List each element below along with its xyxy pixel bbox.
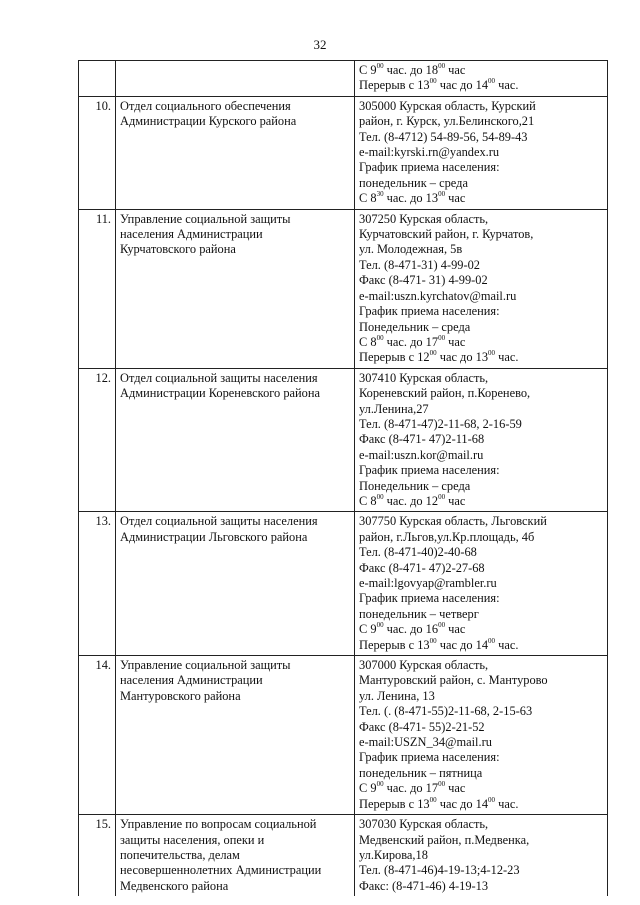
- contact-info-cell: [355, 96, 608, 209]
- row-number-cell: [79, 656, 116, 815]
- contact-info-line: Тел. (8-4712) 54-89-56, 54-89-43: [359, 129, 528, 144]
- break-sup: 00: [429, 349, 437, 358]
- row-number-cell: [79, 512, 116, 656]
- break-sup: 00: [488, 636, 496, 645]
- table-row: [79, 512, 608, 656]
- contact-info-line: e-mail:kyrski.rn@yandex.ru: [359, 145, 500, 160]
- break-line: [359, 350, 603, 365]
- contact-info-line: Факс (8-471- 55)2-21-52: [359, 719, 485, 734]
- org-name-line: Администрации Курского района: [120, 114, 297, 129]
- org-name-line: Управление по вопросам социальной: [120, 817, 317, 832]
- contact-info-line: Курчатовский район, г. Курчатов,: [359, 227, 534, 242]
- contact-info-line: Факс: (8-471-46) 4-19-13: [359, 878, 489, 893]
- org-name-line: Отдел социальной защиты населения: [120, 370, 318, 385]
- contact-info-line: Понедельник – среда: [359, 319, 471, 334]
- hours-text: час. до 17: [383, 781, 439, 796]
- hours-text: час: [445, 191, 466, 206]
- contact-info-line: Факс (8-471- 47)2-27-68: [359, 560, 485, 575]
- contact-info-line: понедельник – среда: [359, 175, 468, 190]
- break-text: час.: [495, 78, 519, 93]
- hours-line: [359, 622, 603, 637]
- contact-info-line: Кореневский район, п.Коренево,: [359, 386, 531, 401]
- contact-info-line: ул. Молодежная, 5в: [359, 242, 463, 257]
- break-sup: 00: [429, 636, 437, 645]
- contact-info-line: 307030 Курская область,: [359, 817, 489, 832]
- hours-text: С 8: [359, 191, 377, 206]
- row-number: 14.: [95, 658, 111, 673]
- org-cell: [116, 656, 355, 815]
- contact-info-line: Медвенский район, п.Медвенка,: [359, 832, 530, 847]
- row-number: 15.: [95, 817, 111, 832]
- hours-line: [359, 781, 603, 796]
- contact-info-line: График приема населения:: [359, 463, 500, 478]
- hours-text: час: [445, 622, 466, 637]
- org-cell: [116, 512, 355, 656]
- hours-text: час. до 17: [383, 334, 439, 349]
- row-number: 11.: [95, 211, 111, 226]
- org-name-line: Отдел социального обеспечения: [120, 98, 291, 113]
- contact-info-line: ул.Ленина,27: [359, 401, 429, 416]
- hours-sup: 00: [376, 62, 384, 70]
- contact-info-cell: [355, 209, 608, 368]
- contact-info-cell: [355, 512, 608, 656]
- contact-info-line: График приема населения:: [359, 160, 500, 175]
- contact-info-line: понедельник – пятница: [359, 765, 483, 780]
- break-text: час до 14: [436, 796, 489, 811]
- hours-sup: 00: [438, 333, 446, 342]
- break-line: [359, 638, 603, 653]
- row-number: 10.: [95, 98, 111, 113]
- table-row-continued: [79, 61, 608, 97]
- hours-text: С 9: [359, 622, 377, 637]
- contacts-table-body: [79, 61, 608, 897]
- hours-sup: 30: [376, 190, 384, 199]
- break-text: час.: [495, 637, 519, 652]
- org-name-line: попечительства, делам: [120, 847, 240, 862]
- contact-info-cell: [355, 61, 608, 97]
- row-number-cell: [79, 96, 116, 209]
- break-sup: 00: [488, 349, 496, 358]
- contact-info-line: район, г.Льгов,ул.Кр.площадь, 4б: [359, 529, 535, 544]
- hours-sup: 00: [438, 780, 446, 789]
- org-name-line: населения Администрации: [120, 673, 263, 688]
- contact-info-line: район, г. Курск, ул.Белинского,21: [359, 114, 535, 129]
- break-text: час.: [495, 350, 519, 365]
- table-row: [79, 368, 608, 512]
- hours-text: час: [445, 63, 466, 77]
- contact-info-line: Мантуровский район, с. Мантурово: [359, 673, 548, 688]
- hours-text: час. до 18: [383, 63, 439, 77]
- org-cell: [116, 368, 355, 512]
- contact-info-line: e-mail:lgovyap@rambler.ru: [359, 576, 497, 590]
- org-cell: [116, 815, 355, 897]
- org-name-line: Управление социальной защиты: [120, 658, 291, 673]
- org-cell: [116, 209, 355, 368]
- contact-info-cell: [355, 656, 608, 815]
- contact-info-line: Тел. (8-471-47)2-11-68, 2-16-59: [359, 416, 522, 431]
- contact-info-line: Тел. (. (8-471-55)2-11-68, 2-15-63: [359, 704, 533, 719]
- org-name-line: Курчатовского района: [120, 242, 236, 257]
- table-row: [79, 656, 608, 815]
- row-number: 12.: [95, 370, 111, 385]
- org-name-line: Медвенского района: [120, 878, 229, 893]
- hours-sup: 00: [376, 492, 384, 501]
- hours-text: час: [445, 493, 466, 508]
- contact-info-line: ул. Ленина, 13: [359, 688, 435, 703]
- hours-line: [359, 494, 603, 509]
- org-name-line: населения Администрации: [120, 227, 263, 242]
- break-text: Перерыв с 13: [359, 78, 430, 93]
- break-sup: 00: [488, 795, 496, 804]
- contact-info-line: 307000 Курская область,: [359, 658, 489, 673]
- contact-info-line: Понедельник – среда: [359, 478, 471, 493]
- hours-line: [359, 63, 603, 78]
- table-row: [79, 209, 608, 368]
- org-name-line: Отдел социальной защиты населения: [120, 514, 318, 529]
- hours-sup: 00: [438, 621, 446, 630]
- contact-info-line: 307750 Курская область, Льговский: [359, 514, 547, 529]
- contact-info-line: e-mail:uszn.kor@mail.ru: [359, 447, 484, 462]
- break-sup: 00: [429, 77, 437, 86]
- hours-sup: 00: [376, 780, 384, 789]
- row-number-cell: [79, 815, 116, 897]
- hours-line: [359, 191, 603, 206]
- hours-text: С 8: [359, 493, 377, 508]
- contact-info-line: Тел. (8-471-40)2-40-68: [359, 545, 477, 560]
- contact-info-line: 307250 Курская область,: [359, 211, 489, 226]
- org-name-line: Администрации Льговского района: [120, 529, 308, 544]
- contact-info-line: Тел. (8-471-46)4-19-13;4-12-23: [359, 863, 520, 878]
- row-number-cell: [79, 61, 116, 97]
- break-text: Перерыв с 13: [359, 796, 430, 811]
- org-name-line: несовершеннолетних Администрации: [120, 863, 322, 878]
- org-cell: [116, 61, 355, 97]
- break-line: [359, 797, 603, 812]
- break-text: Перерыв с 13: [359, 637, 430, 652]
- contact-info-line: Тел. (8-471-31) 4-99-02: [359, 257, 480, 272]
- hours-text: час. до 13: [383, 191, 439, 206]
- row-number-cell: [79, 368, 116, 512]
- contact-info-line: 305000 Курская область, Курский: [359, 98, 536, 113]
- break-text: час до 14: [436, 637, 489, 652]
- org-name-line: Управление социальной защиты: [120, 211, 291, 226]
- page-number: 32: [313, 37, 327, 52]
- hours-sup: 00: [438, 62, 446, 70]
- contact-info-cell: [355, 368, 608, 512]
- org-cell: [116, 96, 355, 209]
- contact-info-line: График приема населения:: [359, 750, 500, 765]
- contact-info-line: 307410 Курская область,: [359, 370, 489, 385]
- break-sup: 00: [429, 795, 437, 804]
- contact-info-line: e-mail:USZN_34@mail.ru: [359, 735, 492, 750]
- hours-line: [359, 335, 603, 350]
- contacts-table: [78, 60, 608, 896]
- hours-sup: 00: [438, 492, 446, 501]
- hours-text: час: [445, 781, 466, 796]
- contact-info-line: График приема населения:: [359, 304, 500, 319]
- row-number: 13.: [95, 514, 111, 529]
- break-text: час до 13: [436, 350, 489, 365]
- hours-sup: 00: [376, 333, 384, 342]
- row-number-cell: [79, 209, 116, 368]
- org-name-line: Мантуровского района: [120, 688, 241, 703]
- table-row: [79, 96, 608, 209]
- hours-text: час. до 16: [383, 622, 439, 637]
- break-line: [359, 78, 603, 93]
- contact-info-line: Факс (8-471- 47)2-11-68: [359, 432, 485, 447]
- contact-info-line: ул.Кирова,18: [359, 847, 428, 862]
- contact-info-line: График приема населения:: [359, 591, 500, 606]
- break-text: Перерыв с 12: [359, 350, 430, 365]
- table-row: [79, 815, 608, 897]
- break-text: час до 14: [436, 78, 489, 93]
- hours-text: С 8: [359, 334, 377, 349]
- hours-text: С 9: [359, 781, 377, 796]
- hours-sup: 00: [376, 621, 384, 630]
- contact-info-line: Факс (8-471- 31) 4-99-02: [359, 273, 488, 288]
- org-name-line: защиты населения, опеки и: [120, 832, 265, 847]
- hours-text: час: [445, 334, 466, 349]
- break-sup: 00: [488, 77, 496, 86]
- hours-text: С 9: [359, 63, 377, 77]
- contact-info-line: понедельник – четверг: [359, 606, 479, 621]
- hours-sup: 00: [438, 190, 446, 199]
- hours-text: час. до 12: [383, 493, 439, 508]
- contact-info-line: e-mail:uszn.kyrchatov@mail.ru: [359, 288, 517, 303]
- org-name-line: Администрации Кореневского района: [120, 386, 320, 401]
- contact-info-cell: [355, 815, 608, 897]
- break-text: час.: [495, 796, 519, 811]
